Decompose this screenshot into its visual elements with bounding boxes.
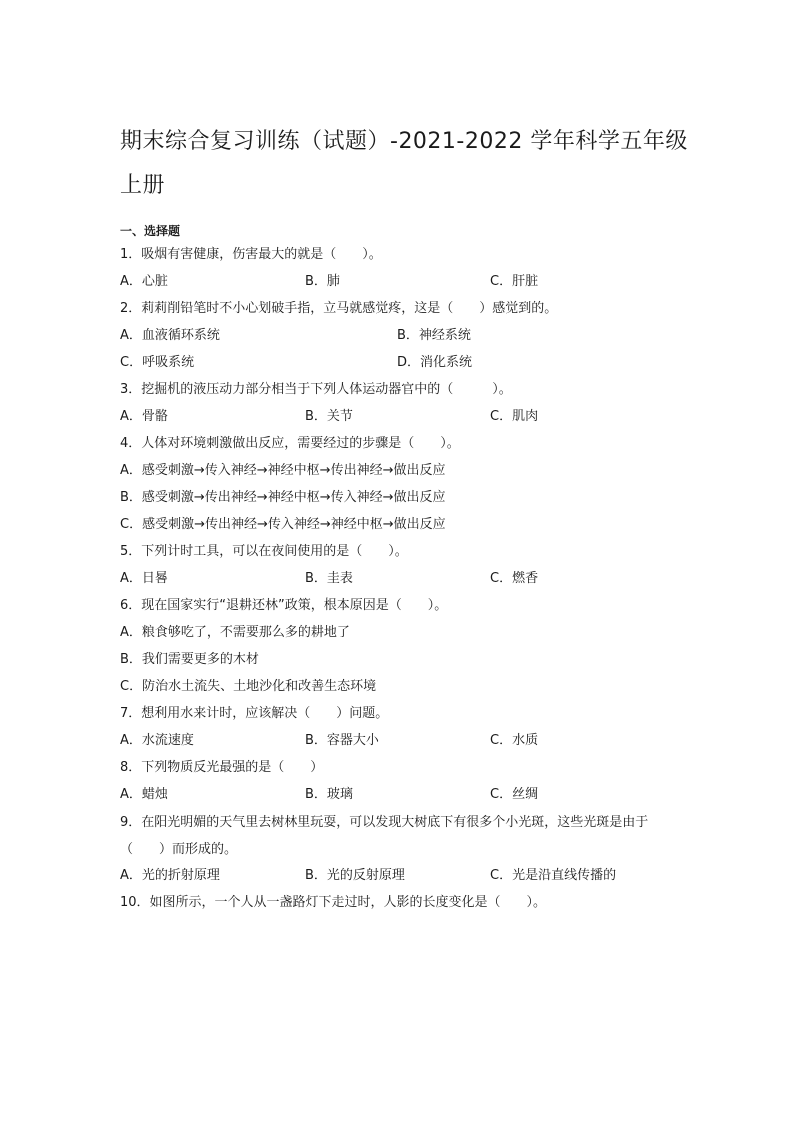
question-1-option-a[interactable]: A．心脏 xyxy=(120,274,168,289)
question-2-option-b[interactable]: B．神经系统 xyxy=(397,328,471,343)
question-6-stem: 6．现在国家实行“退耕还林”政策，根本原因是（ ）。 xyxy=(120,598,448,613)
question-2-option-d[interactable]: D．消化系统 xyxy=(397,355,473,370)
question-3-option-a[interactable]: A．骨骼 xyxy=(120,409,168,424)
question-6-option-c[interactable]: C．防治水土流失、土地沙化和改善生态环境 xyxy=(120,679,377,694)
question-4-stem: 4．人体对环境刺激做出反应，需要经过的步骤是（ ）。 xyxy=(120,436,460,451)
question-5-stem: 5．下列计时工具，可以在夜间使用的是（ ）。 xyxy=(120,544,408,559)
question-3-option-c[interactable]: C．肌肉 xyxy=(490,409,539,424)
question-9-stem: 9．在阳光明媚的天气里去树林里玩耍，可以发现大树底下有很多个小光斑，这些光斑是由于（ ）而形成的。 xyxy=(120,815,649,857)
question-9-option-c[interactable]: C．光是沿直线传播的 xyxy=(490,868,617,883)
question-7-option-c[interactable]: C．水质 xyxy=(490,733,539,748)
question-3-option-b[interactable]: B．关节 xyxy=(305,409,353,424)
question-6-option-b[interactable]: B．我们需要更多的木材 xyxy=(120,652,259,667)
question-9-option-b[interactable]: B．光的反射原理 xyxy=(305,868,405,883)
question-5-option-b[interactable]: B．圭表 xyxy=(305,571,353,586)
section-heading: 一、选择题 xyxy=(120,224,181,238)
question-7-option-a[interactable]: A．水流速度 xyxy=(120,733,194,748)
question-2-stem: 2．莉莉削铅笔时不小心划破手指，立马就感觉疼，这是（ ）感觉到的。 xyxy=(120,301,558,316)
question-8-option-a[interactable]: A．蜡烛 xyxy=(120,787,168,802)
question-6-option-a[interactable]: A．粮食够吃了，不需要那么多的耕地了 xyxy=(120,625,350,640)
question-8-option-c[interactable]: C．丝绸 xyxy=(490,787,539,802)
question-1-stem: 1．吸烟有害健康，伤害最大的就是（ ）。 xyxy=(120,247,382,262)
question-3-stem: 3．挖掘机的液压动力部分相当于下列人体运动器官中的（ ）。 xyxy=(120,382,512,397)
question-1-option-b[interactable]: B．肺 xyxy=(305,274,340,289)
question-2-option-a[interactable]: A．血液循环系统 xyxy=(120,328,220,343)
question-2-option-c[interactable]: C．呼吸系统 xyxy=(120,355,195,370)
question-8-stem: 8．下列物质反光最强的是（ ） xyxy=(120,760,324,775)
question-9-option-a[interactable]: A．光的折射原理 xyxy=(120,868,220,883)
question-1-option-c[interactable]: C．肝脏 xyxy=(490,274,539,289)
question-5-option-c[interactable]: C．燃香 xyxy=(490,571,539,586)
question-7-stem: 7．想利用水来计时，应该解决（ ）问题。 xyxy=(120,706,389,721)
question-4-option-b[interactable]: B．感受刺激→传出神经→神经中枢→传入神经→做出反应 xyxy=(120,490,446,505)
question-10-stem: 10．如图所示，一个人从一盏路灯下走过时，人影的长度变化是（ ）。 xyxy=(120,895,547,910)
question-7-option-b[interactable]: B．容器大小 xyxy=(305,733,379,748)
document-title: 期末综合复习训练（试题）-2021-2022 学年科学五年级上册 xyxy=(120,129,688,198)
question-5-option-a[interactable]: A．日晷 xyxy=(120,571,168,586)
question-4-option-a[interactable]: A．感受刺激→传入神经→神经中枢→传出神经→做出反应 xyxy=(120,463,446,478)
question-8-option-b[interactable]: B．玻璃 xyxy=(305,787,353,802)
question-4-option-c[interactable]: C．感受刺激→传出神经→传入神经→神经中枢→做出反应 xyxy=(120,517,446,532)
